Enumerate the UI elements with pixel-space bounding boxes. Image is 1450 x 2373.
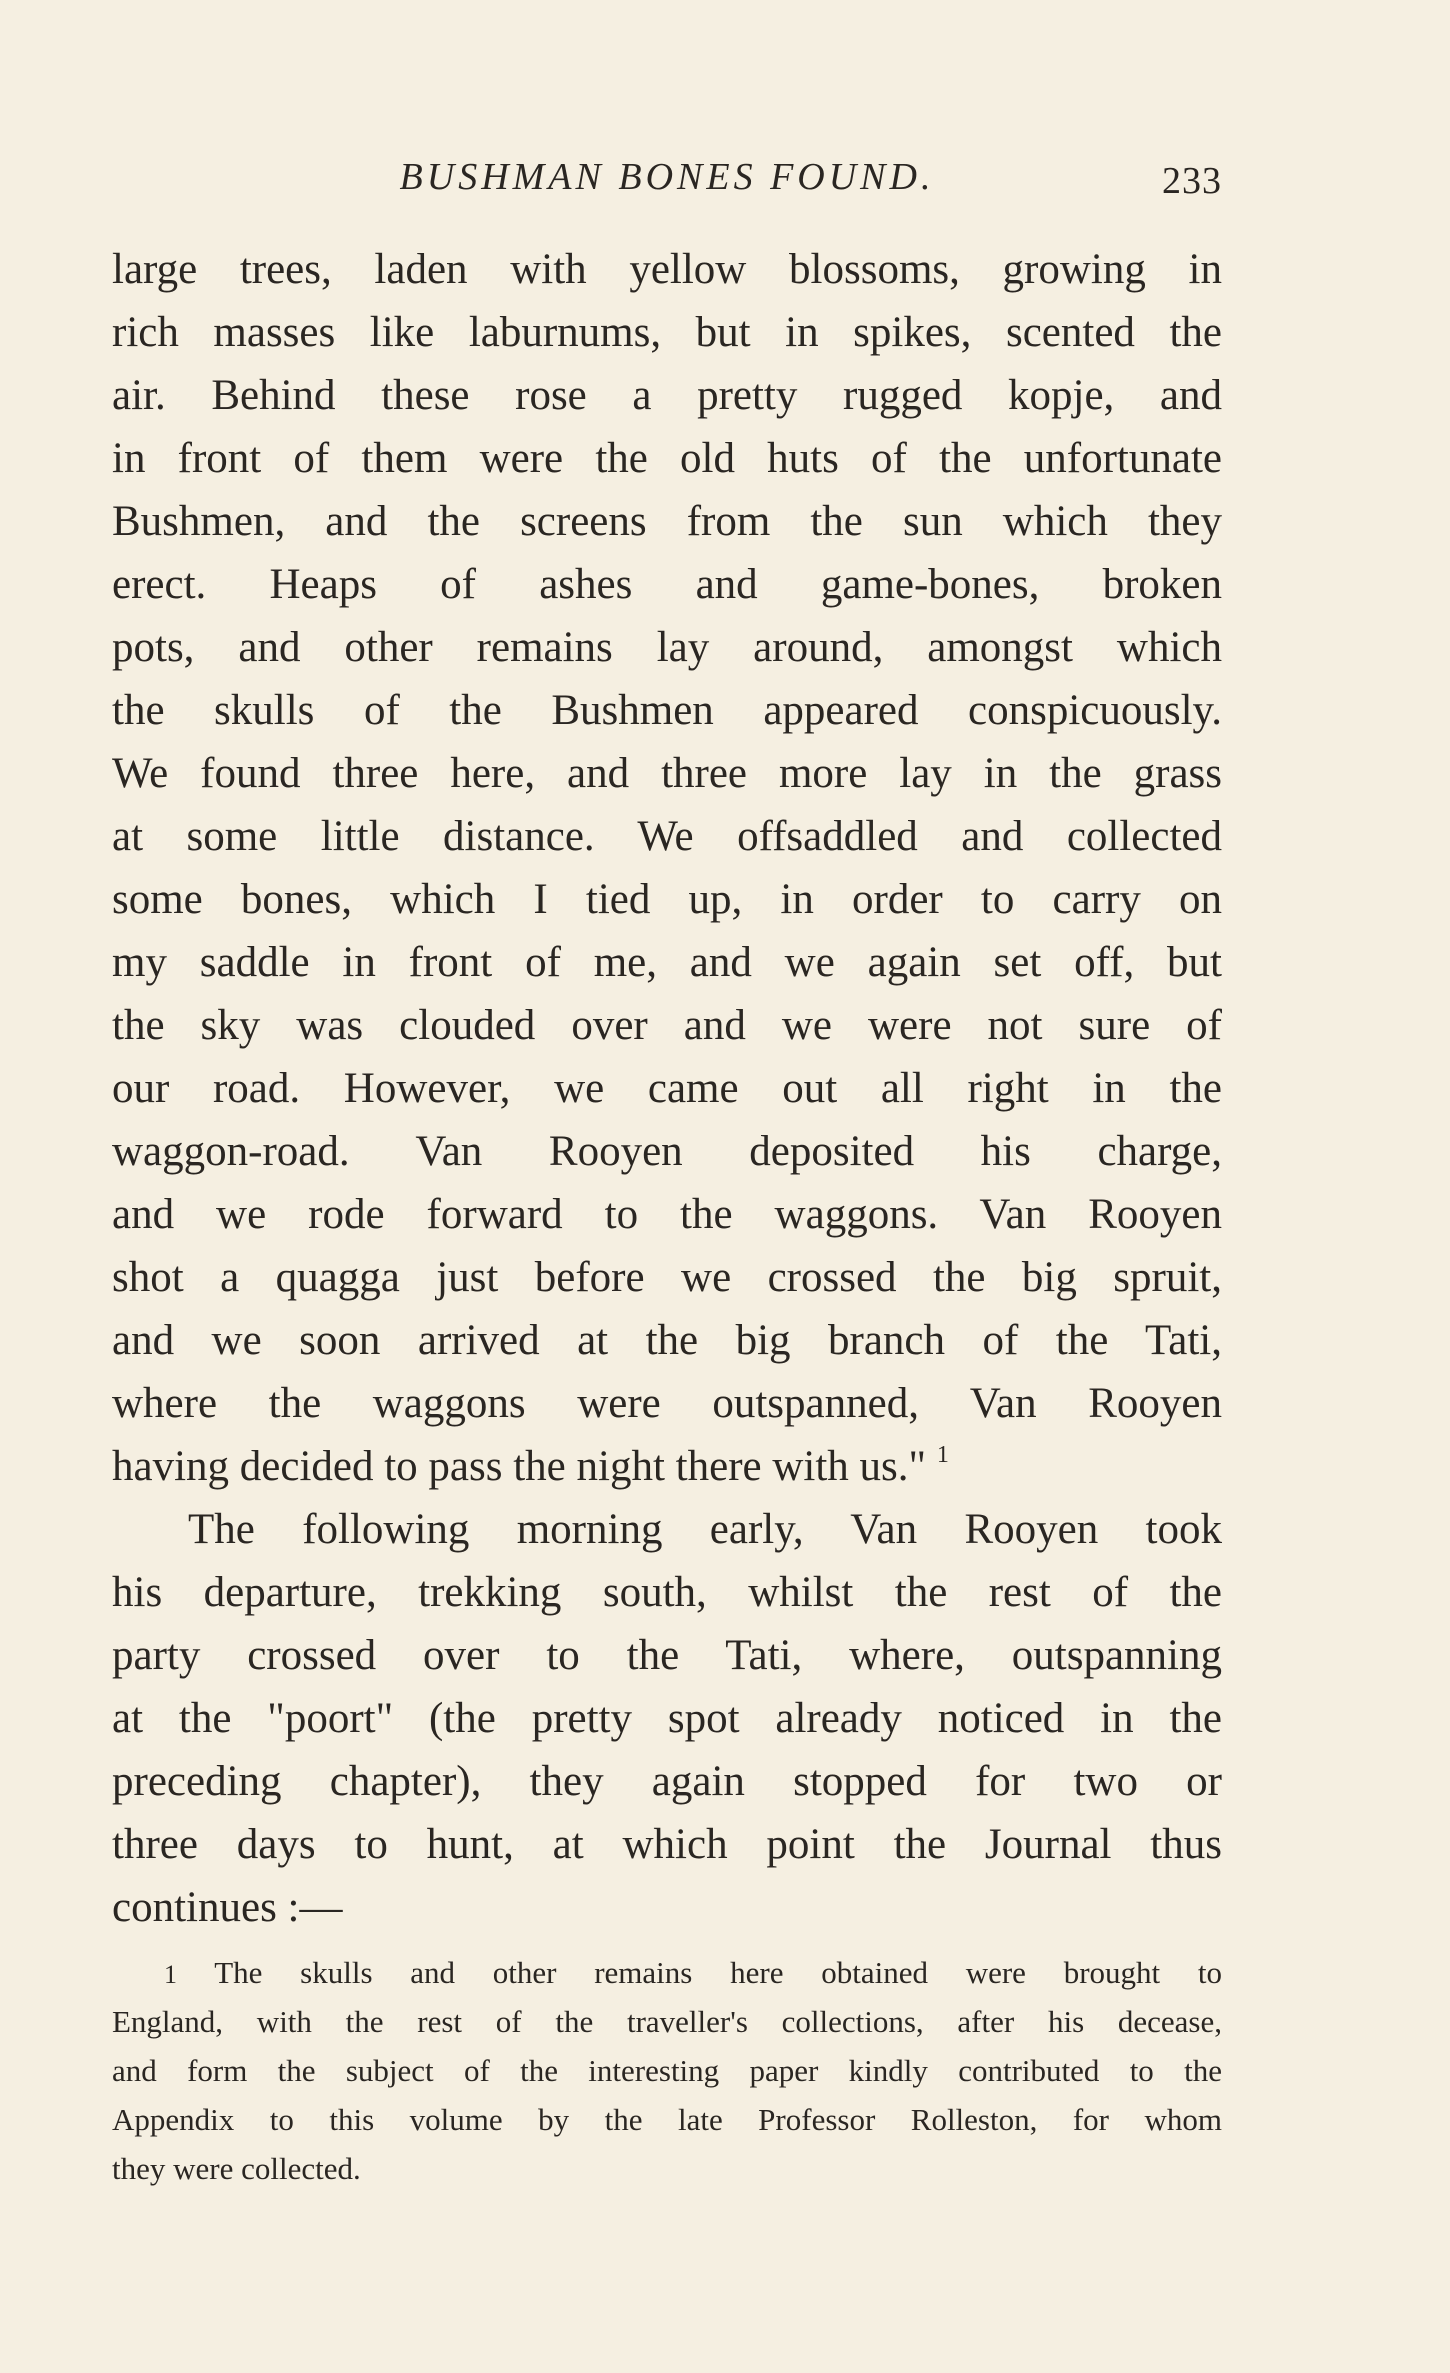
- footnote-line-content: The skulls and other remains here obtained were brought to: [214, 1955, 1222, 1990]
- text-line: at some little distance. We offsaddled and collected: [112, 813, 1222, 860]
- footnote-line: Appendix to this volume by the late Professor Rolleston, for whom: [112, 2102, 1222, 2137]
- text-line: the skulls of the Bushmen appeared conspicuously.: [112, 687, 1222, 734]
- text-line: Bushmen, and the screens from the sun which they: [112, 498, 1222, 545]
- running-head-title: BUSHMAN BONES FOUND.: [399, 156, 935, 198]
- footnote-line: they were collected.: [112, 2151, 361, 2186]
- text-line: party crossed over to the Tati, where, outspanning: [112, 1632, 1222, 1679]
- paragraph-start-line: The following morning early, Van Rooyen took: [188, 1506, 1222, 1553]
- text-line-content: having decided to pass the night there with us.": [112, 1443, 927, 1490]
- text-line: preceding chapter), they again stopped for two or: [112, 1758, 1222, 1805]
- page-number: 233: [1162, 160, 1222, 202]
- text-line: his departure, trekking south, whilst the rest of the: [112, 1569, 1222, 1616]
- text-line: and we soon arrived at the big branch of the Tati,: [112, 1317, 1222, 1364]
- footnote-reference[interactable]: 1: [936, 1442, 949, 1468]
- text-line: and we rode forward to the waggons. Van Rooyen: [112, 1191, 1222, 1238]
- text-line: three days to hunt, at which point the Journal thus: [112, 1821, 1222, 1868]
- text-line: my saddle in front of me, and we again set off, but: [112, 939, 1222, 986]
- text-line: waggon-road. Van Rooyen deposited his charge,: [112, 1128, 1222, 1175]
- text-line: in front of them were the old huts of the unfortunate: [112, 435, 1222, 482]
- text-line: erect. Heaps of ashes and game-bones, broken: [112, 561, 1222, 608]
- text-line: large trees, laden with yellow blossoms, growing in: [112, 246, 1222, 293]
- text-line: continues :—: [112, 1884, 343, 1931]
- footnote-line: [112, 1948, 1222, 1997]
- text-line: We found three here, and three more lay in the grass: [112, 750, 1222, 797]
- text-line: pots, and other remains lay around, amongst which: [112, 624, 1222, 671]
- running-head: [112, 152, 1222, 202]
- footnote-line: and form the subject of the interesting paper kindly contributed to the: [112, 2053, 1222, 2088]
- footnote: [112, 1948, 1222, 2193]
- text-line: rich masses like laburnums, but in spikes, scented the: [112, 309, 1222, 356]
- body-text: [112, 238, 1222, 1939]
- footnote-marker: 1: [164, 1960, 177, 1989]
- text-line: our road. However, we came out all right in the: [112, 1065, 1222, 1112]
- text-line: where the waggons were outspanned, Van Rooyen: [112, 1380, 1222, 1427]
- text-line: the sky was clouded over and we were not sure of: [112, 1002, 1222, 1049]
- text-line: air. Behind these rose a pretty rugged kopje, and: [112, 372, 1222, 419]
- text-line: shot a quagga just before we crossed the big spruit,: [112, 1254, 1222, 1301]
- footnote-line: England, with the rest of the traveller's collections, after his decease,: [112, 2004, 1222, 2039]
- text-line: at the "poort" (the pretty spot already noticed in the: [112, 1695, 1222, 1742]
- text-line: some bones, which I tied up, in order to carry on: [112, 876, 1222, 923]
- text-line-with-footnote: [112, 1435, 1222, 1498]
